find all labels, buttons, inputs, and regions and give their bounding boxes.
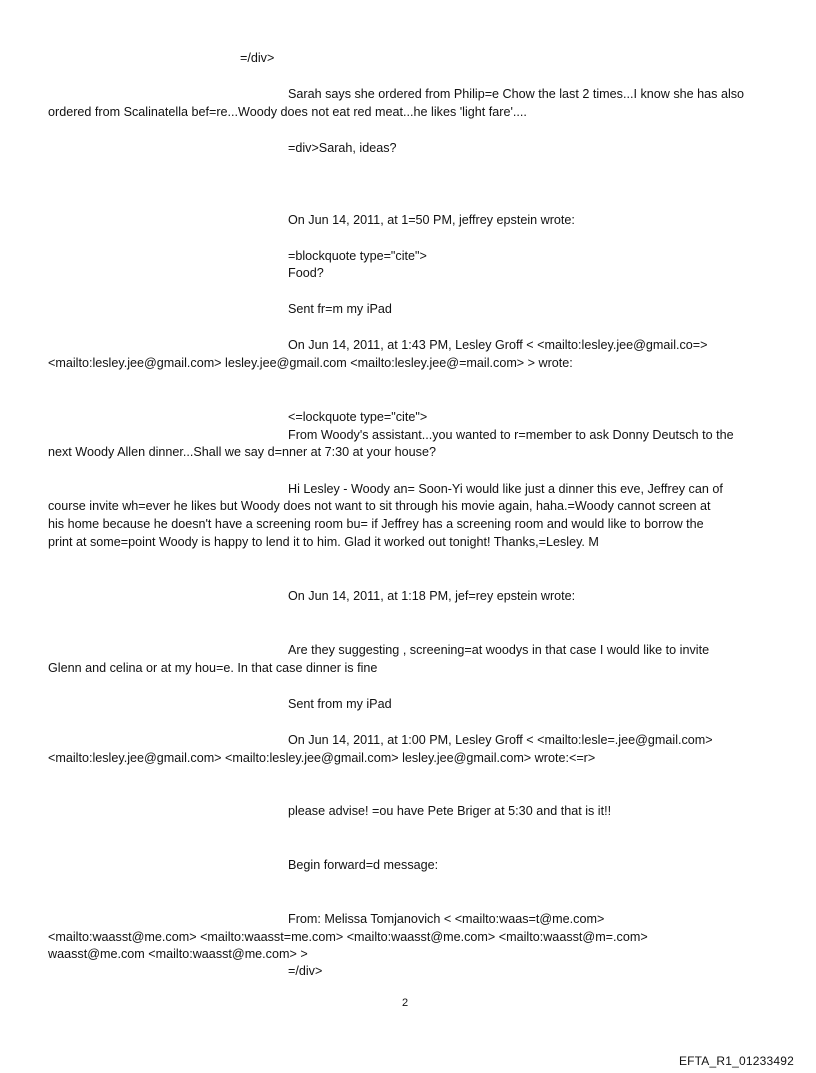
text-line: <mailto:lesley.jee@gmail.com> <mailto:lesley.jee@gmail.com> lesley.jee@gmail.com> wrote:<=r>: [48, 751, 596, 765]
text-line: On Jun 14, 2011, at 1:18 PM, jef=rey epstein wrote:: [288, 589, 576, 603]
text-line: his home because he doesn't have a screening room bu= if Jeffrey has a screening room and would like to borrow the: [48, 517, 704, 531]
text-line: Are they suggesting , screening=at woodys in that case I would like to invite: [288, 643, 710, 657]
text-line: <=lockquote type="cite">: [288, 410, 428, 424]
text-line: next Woody Allen dinner...Shall we say d=nner at 7:30 at your house?: [48, 445, 436, 459]
text-line: Sent from my iPad: [288, 697, 392, 711]
text-line: =/div>: [288, 964, 323, 978]
text-line: From Woody's assistant...you wanted to r=member to ask Donny Deutsch to the: [288, 428, 734, 442]
text-line: =/div>: [240, 51, 275, 65]
text-line: waasst@me.com <mailto:waasst@me.com> >: [48, 947, 308, 961]
text-line: On Jun 14, 2011, at 1:00 PM, Lesley Groff < <mailto:lesle=.jee@gmail.com>: [288, 733, 713, 747]
bates-number: EFTA_R1_01233492: [678, 1054, 794, 1068]
text-line: =div>Sarah, ideas?: [288, 141, 397, 155]
text-line: please advise! =ou have Pete Briger at 5:30 and that is it!!: [288, 804, 612, 818]
text-line: Glenn and celina or at my hou=e. In that case dinner is fine: [48, 661, 378, 675]
text-line: On Jun 14, 2011, at 1=50 PM, jeffrey epstein wrote:: [288, 213, 575, 227]
text-line: Begin forward=d message:: [288, 858, 439, 872]
text-line: print at some=point Woody is happy to lend it to him. Glad it worked out tonight! Thanks,=Lesley. M: [48, 535, 599, 549]
text-line: Sent fr=m my iPad: [288, 302, 392, 316]
page-number: 2: [402, 997, 409, 1009]
text-line: Hi Lesley - Woody an= Soon-Yi would like just a dinner this eve, Jeffrey can of: [288, 482, 723, 496]
text-line: <mailto:waasst@me.com> <mailto:waasst=me.com> <mailto:waasst@me.com> <mailto:waasst@m=.com>: [48, 930, 648, 944]
text-line: Food?: [288, 266, 324, 280]
text-line: =blockquote type="cite">: [288, 249, 427, 263]
text-line: Sarah says she ordered from Philip=e Chow the last 2 times...I know she has also: [288, 87, 745, 101]
text-line: ordered from Scalinatella bef=re...Woody does not eat red meat...he likes 'light fare'....: [48, 105, 527, 119]
text-line: From: Melissa Tomjanovich < <mailto:waas=t@me.com>: [288, 912, 605, 926]
text-line: course invite wh=ever he likes but Woody does not want to sit through his movie again, haha.=Woody cannot screen at: [48, 499, 711, 513]
text-line: On Jun 14, 2011, at 1:43 PM, Lesley Groff < <mailto:lesley.jee@gmail.co=>: [288, 338, 708, 352]
text-line: <mailto:lesley.jee@gmail.com> lesley.jee@gmail.com <mailto:lesley.jee@=mail.com> > wrote:: [48, 356, 573, 370]
